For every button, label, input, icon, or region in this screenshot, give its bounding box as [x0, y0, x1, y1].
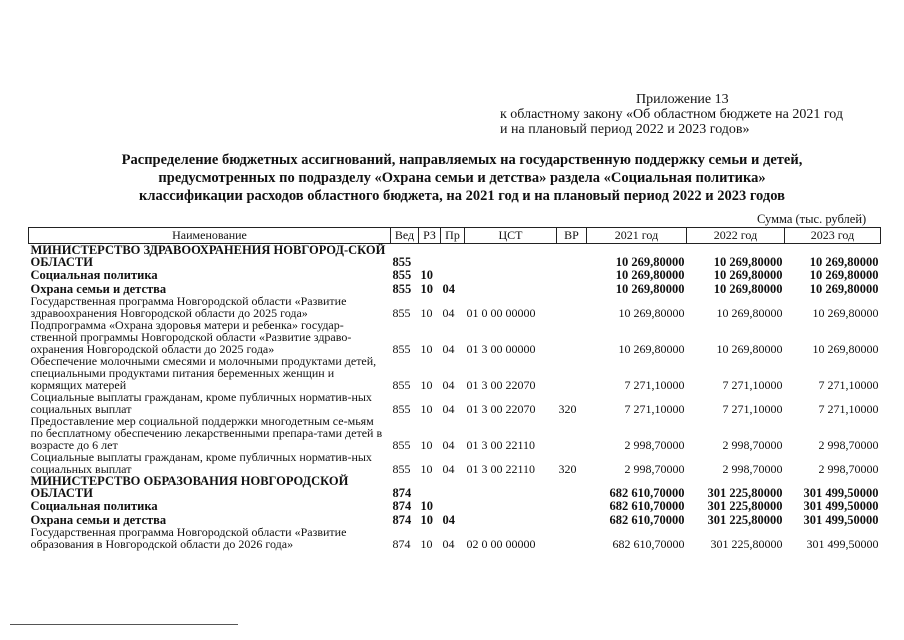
- appendix-block: [500, 92, 890, 137]
- cell-vr: [557, 319, 587, 355]
- cell-y2022: 301 225,80000: [707, 499, 783, 513]
- cell-vr: [557, 355, 587, 391]
- cell-name: Социальные выплаты гражданам, кроме публичных норматив-ных социальных выплат: [30, 390, 372, 416]
- cell-ved: 855: [392, 438, 411, 452]
- cell-name: Охрана семьи и детства: [30, 513, 167, 527]
- cell-pr: 04: [442, 513, 455, 527]
- cell-y2022: 7 271,10000: [722, 402, 783, 416]
- cell-cst: [465, 244, 557, 269]
- header-ved: Вед: [391, 228, 419, 244]
- cell-y2023: 2 998,70000: [818, 462, 879, 476]
- cell-y2023: 301 499,50000: [803, 513, 879, 527]
- cell-ved: 874: [392, 486, 412, 500]
- cell-y2022: 7 271,10000: [722, 378, 783, 392]
- cell-rz: 10: [420, 513, 433, 527]
- cell-name: Государственная программа Новгородской области «Развитие образования в Новгородской области до 2026 года»: [30, 525, 347, 551]
- cell-y2021: 682 610,70000: [609, 513, 685, 527]
- cell-rz: 10: [420, 342, 433, 356]
- cell-vr: [557, 295, 587, 319]
- cell-name: Социальная политика: [30, 499, 158, 513]
- cell-name: Обеспечение молочными смесями и молочными продуктами детей, специальными продуктами питания беременных женщин и кормящих матерей: [30, 354, 377, 392]
- cell-pr: 04: [442, 306, 455, 320]
- cell-vr: [557, 244, 587, 269]
- cell-cst: [465, 268, 557, 281]
- cell-y2022: 301 225,80000: [710, 537, 783, 551]
- cell-y2023: 10 269,80000: [812, 342, 879, 356]
- cell-rz: 10: [420, 378, 433, 392]
- table-row: [29, 281, 881, 295]
- cell-vr: 320: [558, 402, 577, 416]
- cell-y2022: 10 269,80000: [713, 282, 783, 296]
- header-pr: Пр: [441, 228, 465, 244]
- cell-ved: 855: [392, 255, 412, 269]
- cell-y2021: 10 269,80000: [618, 306, 685, 320]
- cell-pr: 04: [442, 462, 455, 476]
- cell-rz: 10: [420, 402, 433, 416]
- cell-vr: [557, 281, 587, 295]
- cell-y2023: 10 269,80000: [812, 306, 879, 320]
- cell-vr: 320: [558, 462, 577, 476]
- table-row: [29, 319, 881, 355]
- cell-ved: 874: [392, 513, 412, 527]
- header-cst: ЦСТ: [465, 228, 557, 244]
- cell-vr: [557, 512, 587, 526]
- cell-ved: 855: [392, 282, 412, 296]
- table-row: [29, 499, 881, 512]
- cell-y2021: 2 998,70000: [624, 462, 685, 476]
- cell-y2021: 10 269,80000: [615, 268, 685, 282]
- cell-pr: 04: [442, 402, 455, 416]
- appendix-number: Приложение 13: [636, 92, 729, 107]
- header-2021: 2021 год: [587, 228, 687, 244]
- table-row: [29, 512, 881, 526]
- cell-pr: [441, 268, 465, 281]
- cell-y2021: 2 998,70000: [624, 438, 685, 452]
- cell-cst: [465, 281, 557, 295]
- cell-y2023: 301 499,50000: [803, 499, 879, 513]
- cell-rz: 10: [420, 537, 433, 551]
- cell-cst: [465, 475, 557, 499]
- units-label: Сумма (тыс. рублей): [757, 212, 867, 226]
- cell-cst: [465, 512, 557, 526]
- cell-cst: 01 3 00 22070: [466, 402, 536, 416]
- title-line-2: предусмотренных по подразделу «Охрана семьи и детства» раздела «Социальная политика»: [158, 170, 766, 186]
- cell-name: МИНИСТЕРСТВО ОБРАЗОВАНИЯ НОВГОРОДСКОЙ ОБЛАСТИ: [30, 474, 349, 500]
- cell-name: Социальные выплаты гражданам, кроме публичных норматив-ных социальных выплат: [30, 450, 372, 476]
- cell-cst: [465, 499, 557, 512]
- table-row: [29, 244, 881, 269]
- cell-pr: 04: [442, 282, 455, 296]
- cell-y2021: 10 269,80000: [615, 255, 685, 269]
- cell-y2022: 301 225,80000: [707, 513, 783, 527]
- cell-vr: [557, 268, 587, 281]
- table-row: [29, 268, 881, 281]
- table-row: [29, 415, 881, 451]
- cell-name: МИНИСТЕРСТВО ЗДРАВООХРАНЕНИЯ НОВГОРОД-СКОЙ ОБЛАСТИ: [30, 243, 386, 269]
- cell-y2021: 682 610,70000: [609, 499, 685, 513]
- cell-y2023: 301 499,50000: [806, 537, 879, 551]
- cell-y2023: 10 269,80000: [809, 255, 879, 269]
- cell-rz: 10: [420, 462, 433, 476]
- cell-pr: 04: [442, 537, 455, 551]
- table-header-row: [29, 228, 881, 244]
- cell-pr: [441, 499, 465, 512]
- cell-vr: [557, 475, 587, 499]
- cell-y2021: 682 610,70000: [612, 537, 685, 551]
- cell-ved: 874: [392, 537, 411, 551]
- title-line-3: классификации расходов областного бюджета, на 2021 год и на плановый период 2022 и 2023 годов: [139, 188, 785, 204]
- header-rz: РЗ: [419, 228, 441, 244]
- cell-ved: 855: [392, 462, 411, 476]
- cell-y2022: 10 269,80000: [716, 306, 783, 320]
- cell-y2023: 10 269,80000: [809, 282, 879, 296]
- cell-pr: 04: [442, 378, 455, 392]
- cell-cst: 01 0 00 00000: [466, 306, 536, 320]
- table-row: [29, 475, 881, 499]
- table-row: [29, 295, 881, 319]
- cell-y2023: 2 998,70000: [818, 438, 879, 452]
- appendix-line-1: к областному закону «Об областном бюджете на 2021 год: [500, 107, 843, 122]
- cell-name: Социальная политика: [30, 268, 158, 282]
- title-line-1: Распределение бюджетных ассигнований, направляемых на государственную поддержку семьи и детей,: [121, 152, 803, 168]
- cell-ved: 855: [392, 268, 412, 282]
- cell-pr: [441, 244, 465, 269]
- table-row: [29, 451, 881, 475]
- appendix-line-2: и на плановый период 2022 и 2023 годов»: [500, 122, 750, 137]
- table-row: [29, 391, 881, 415]
- budget-table: [28, 227, 881, 550]
- cell-y2023: 10 269,80000: [809, 268, 879, 282]
- cell-y2021: 7 271,10000: [624, 378, 685, 392]
- cell-rz: 10: [420, 306, 433, 320]
- cell-y2023: 7 271,10000: [818, 402, 879, 416]
- cell-y2022: 10 269,80000: [716, 342, 783, 356]
- cell-y2022: 301 225,80000: [707, 486, 783, 500]
- cell-y2022: 10 269,80000: [713, 268, 783, 282]
- cell-cst: 01 3 00 22110: [466, 438, 536, 452]
- cell-name: Предоставление мер социальной поддержки многодетным се-мьям по бесплатному обеспечению лекарственными препара-тами детей в возрасте до 6 лет: [30, 414, 383, 452]
- header-2023: 2023 год: [785, 228, 881, 244]
- cell-vr: [557, 415, 587, 451]
- cell-y2021: 682 610,70000: [609, 486, 685, 500]
- cell-rz: [419, 475, 441, 499]
- cell-ved: 855: [392, 402, 411, 416]
- header-vr: ВР: [557, 228, 587, 244]
- header-name: Наименование: [29, 228, 391, 244]
- document-title: [60, 151, 864, 205]
- cell-rz: 10: [420, 438, 433, 452]
- table-row: [29, 526, 881, 550]
- cell-pr: 04: [442, 342, 455, 356]
- cell-cst: 02 0 00 00000: [466, 537, 536, 551]
- cell-ved: 855: [392, 342, 411, 356]
- cell-ved: 874: [392, 499, 412, 513]
- cell-rz: 10: [420, 268, 433, 282]
- cell-ved: 855: [392, 306, 411, 320]
- table-row: [29, 355, 881, 391]
- cell-y2022: 2 998,70000: [722, 438, 783, 452]
- header-2022: 2022 год: [687, 228, 785, 244]
- cell-pr: 04: [442, 438, 455, 452]
- cell-rz: 10: [420, 282, 433, 296]
- cell-rz: [419, 244, 441, 269]
- cell-y2021: 10 269,80000: [615, 282, 685, 296]
- cell-cst: 01 3 00 22070: [466, 378, 536, 392]
- cell-y2022: 10 269,80000: [713, 255, 783, 269]
- cell-name: Подпрограмма «Охрана здоровья матери и ребенка» государ-ственной программы Новгородской области «Развитие здраво-охранения Новгородской области до 2025 года»: [30, 318, 352, 356]
- cell-vr: [557, 526, 587, 550]
- cell-ved: 855: [392, 378, 411, 392]
- cell-vr: [557, 499, 587, 512]
- cell-y2023: 7 271,10000: [818, 378, 879, 392]
- cell-cst: 01 3 00 22110: [466, 462, 536, 476]
- cell-y2022: 2 998,70000: [722, 462, 783, 476]
- footer-divider: [10, 624, 238, 625]
- table-body: [29, 244, 881, 551]
- cell-rz: 10: [420, 499, 433, 513]
- cell-pr: [441, 475, 465, 499]
- cell-y2021: 10 269,80000: [618, 342, 685, 356]
- cell-name: Охрана семьи и детства: [30, 282, 167, 296]
- cell-y2021: 7 271,10000: [624, 402, 685, 416]
- cell-cst: 01 3 00 00000: [466, 342, 536, 356]
- cell-name: Государственная программа Новгородской области «Развитие здравоохранения Новгородской области до 2025 года»: [30, 294, 347, 320]
- cell-y2023: 301 499,50000: [803, 486, 879, 500]
